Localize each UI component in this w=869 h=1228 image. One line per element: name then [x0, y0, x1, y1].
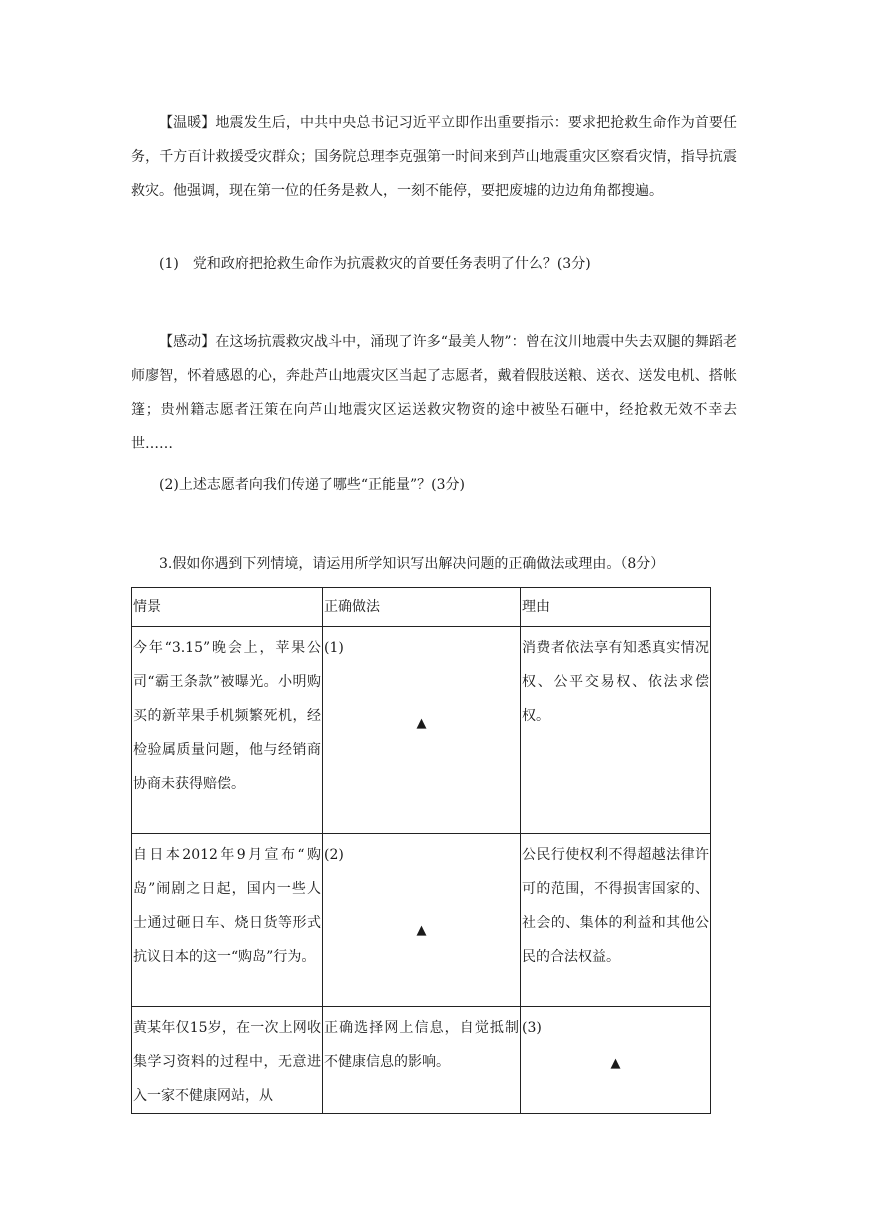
table-row	[132, 627, 711, 834]
scene-cell: 自日本2012年9月宣布“购岛”闹剧之日起，国内一些人士通过砸日车、烧日货等形式抗议日本的这一“购岛”行为。	[132, 834, 323, 1007]
question-2: (2)上述志愿者向我们传递了哪些“正能量”？(3分)	[159, 477, 465, 493]
header-method: 正确做法	[323, 588, 521, 627]
question-1: (1) 党和政府把抢救生命作为抗震救灾的首要任务表明了什么？(3分)	[159, 256, 591, 272]
blank-triangle-icon: ▲	[416, 923, 427, 938]
question-3: 3.假如你遇到下列情境，请运用所学知识写出解决问题的正确做法或理由。（8分）	[159, 556, 665, 572]
paragraph-warmth: 【温暖】地震发生后，中共中央总书记习近平立即作出重要指示：要求把抢救生命作为首要任务，千方百计救援受灾群众；国务院总理李克强第一时间来到芦山地震重灾区察看灾情，指导抗震救灾。他强调，现在第一位的任务是救人，一刻不能停，要把废墟的边边角角都搜遍。	[131, 115, 737, 199]
blank-triangle-icon: ▲	[610, 1056, 621, 1071]
table-header-row	[132, 588, 711, 627]
reason-cell	[521, 1007, 711, 1114]
table-row	[132, 1007, 711, 1114]
reason-cell: 消费者依法享有知悉真实情况权、公平交易权、依法求偿权。	[521, 627, 711, 834]
table-row	[132, 834, 711, 1007]
scene-cell: 黄某年仅15岁，在一次上网收集学习资料的过程中，无意进入一家不健康网站，从	[132, 1007, 323, 1114]
header-scene: 情景	[132, 588, 323, 627]
header-reason: 理由	[521, 588, 711, 627]
scenario-table	[131, 587, 711, 1114]
reason-label: (3)	[522, 1020, 542, 1036]
paragraph-touching: 【感动】在这场抗震救灾战斗中，涌现了许多“最美人物”：曾在汶川地震中失去双腿的舞蹈老师廖智，怀着感恩的心，奔赴芦山地震灾区当起了志愿者，戴着假肢送粮、送衣、送发电机、搭帐篷；贵州籍志愿者汪策在向芦山地震灾区运送救灾物资的途中被坠石砸中，经抢救无效不幸去世……	[131, 334, 737, 452]
method-cell	[323, 834, 521, 1007]
scene-cell: 今年“3.15”晚会上，苹果公司“霸王条款”被曝光。小明购买的新苹果手机频繁死机，经检验属质量问题，他与经销商协商未获得赔偿。	[132, 627, 323, 834]
method-cell: 正确选择网上信息，自觉抵制不健康信息的影响。	[323, 1007, 521, 1114]
reason-cell: 公民行使权利不得超越法律许可的范围，不得损害国家的、社会的、集体的利益和其他公民的合法权益。	[521, 834, 711, 1007]
blank-triangle-icon: ▲	[416, 716, 427, 731]
method-label: (1)	[324, 640, 344, 656]
method-label: (2)	[324, 847, 344, 863]
method-cell	[323, 627, 521, 834]
